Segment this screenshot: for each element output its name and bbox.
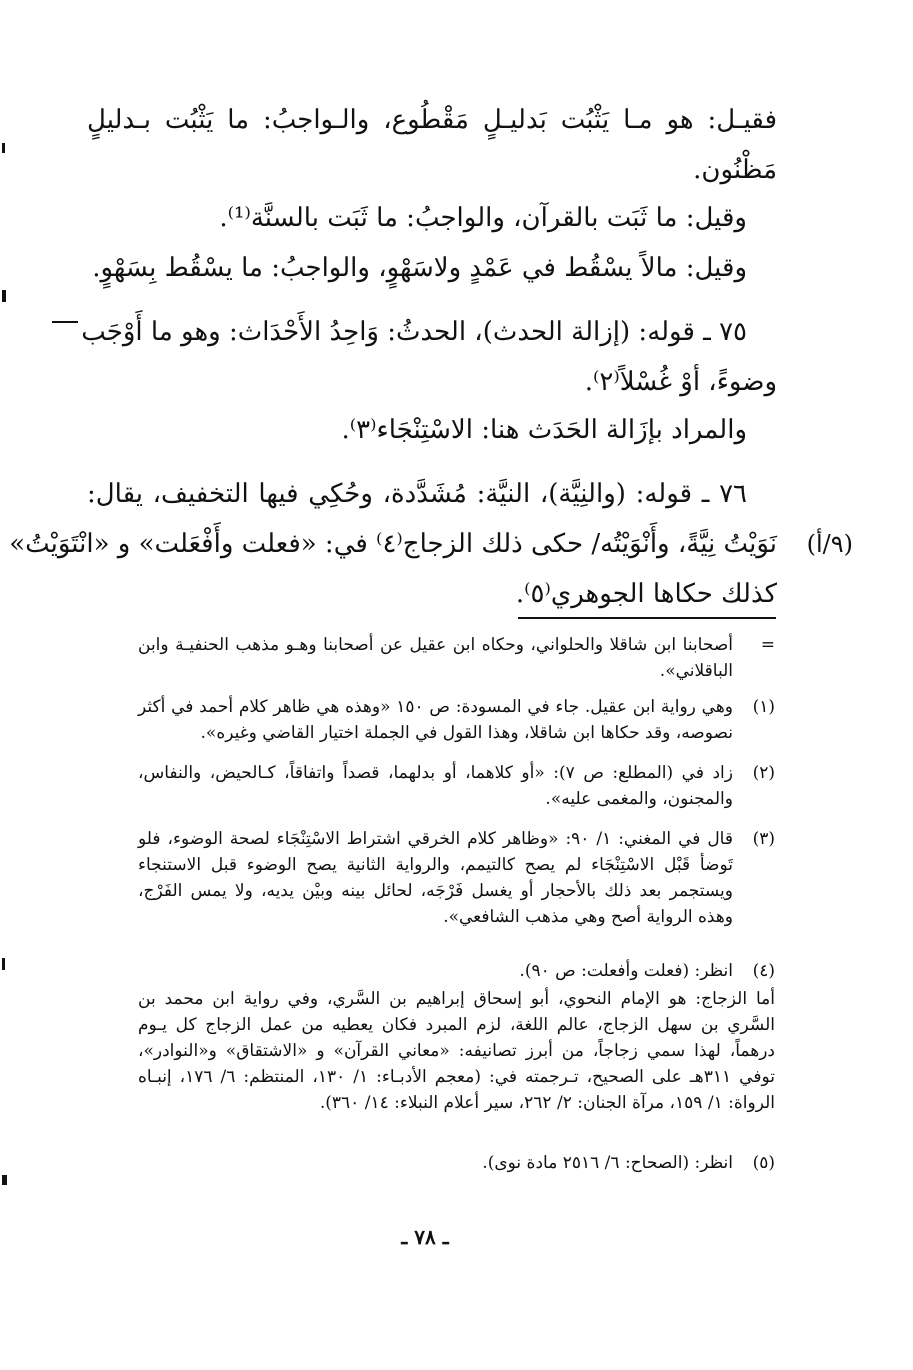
scan-edge-mark (2, 143, 5, 153)
main-text-line: ٧٥ ـ قوله: (إزالة الحدث)، الحدثُ: وَاحِدُ الأَحْدَاث: وهو ما أَوْجَب (81, 317, 747, 347)
footnote-text: قال في المغني: ١/ ٩٠: «وظاهر كلام الخرقي اشتراط الاسْتِنْجَاء لصحة الوضوء، فلو تَوضأ قَبْل الاسْتِنْجَاء لم يصح كالتيمم، والرواية الثانية يصح الوضوء قبل الاستنجاء ويستجمر بعد ذلك بالأحجار أو يغسل فَرْجَه، لحائل بينه وبيْن يديه، ولا يمس الفَرْج، وهذه الرواية أصح وهي مذهب الشافعي». (138, 829, 733, 927)
footnote-text: انظر: (فعلت وأفعلت: ص ٩٠). (519, 961, 733, 981)
main-text-line: ٧٦ ـ قوله: (والنِيَّة)، النيَّة: مُشَدَّدة، وحُكِي فيها التخفيف، يقال: (87, 479, 747, 509)
footnote-number: (٢) (752, 763, 775, 783)
footnote-number: (٥) (752, 1153, 775, 1173)
main-text-line: فقيـل: هو مـا يَثْبُت بَدليـلٍ مَقْطُوع، والـواجبُ: ما يَثْبُت بـدليلٍ (87, 105, 777, 135)
main-text-line: وقيل: ما ثَبَت بالقرآن، والواجبُ: ما ثَبَت بالسنَّة⁽¹⁾. (219, 203, 747, 233)
scan-edge-mark (2, 1175, 7, 1185)
main-text-line: وضوءً، أوْ غُسْلاً⁽٢⁾. (584, 367, 777, 397)
footnote-separator (518, 617, 776, 619)
folio-marker: (٩/أ) (806, 530, 853, 558)
footnote-number: (٣) (752, 829, 775, 849)
footnote-text: زاد في (المطلع: ص ٧): «أو كلاهما، أو بدلهما، قصداً واتفاقاً، كـالحيض، والنفاس، والمجنون، والمغمى عليه». (138, 763, 733, 809)
footnote-text: أما الزجاج: هو الإمام النحوي، أبو إسحاق إبراهيم بن السَّري، وفي رواية ابن محمد بن السَّري بن سهل الزجاج، عالم اللغة، لزم المبرد فكان يعطيه من عمل الزجاج كل يـوم درهماً، لهذا سمي زجاجاً، من أبرز تصانيفه: «معاني القرآن» و «الاشتقاق» و«النوادر»، توفي ٣١١هـ على الصحيح، تـرجمته في: (معجم الأدبـاء: ١/ ١٣٠، المنتظم: ٦/ ١٧٦، إنبـاه الرواة: ١/ ١٥٩، مرآة الجنان: ٢/ ٢٦٢، سير أعلام النبلاء: ١٤/ ٣٦٠). (138, 989, 775, 1113)
footnote-text: وهي رواية ابن عقيل. جاء في المسودة: ص ١٥٠ «وهذه هي ظاهر كلام أحمد في أكثر نصوصه، وقد حكاها ابن شاقلا، وهذا القول في الجملة اختيار القاضي وغيره». (138, 697, 733, 743)
footnote-number: (١) (752, 697, 775, 717)
main-text-line: كذلك حكاها الجوهري⁽٥⁾. (515, 579, 777, 609)
scan-edge-mark (2, 958, 5, 970)
footnote-text: انظر: (الصحاح: ٦/ ٢٥١٦ مادة نوى). (482, 1153, 733, 1173)
main-text-line: والمراد بإزَالة الحَدَث هنا: الاسْتِنْجَاء⁽٣⁾. (341, 415, 747, 445)
main-text-line: نَوَيْتُ نِيَّةً، وأَنْوَيْتُه/ حكى ذلك الزجاج⁽٤⁾ في: «فعلت وأَفْعَلت» و «انْتَوَيْتُ» (9, 529, 777, 559)
footnote-continuation-text: أصحابنا ابن شاقلا والحلواني، وحكاه ابن عقيل عن أصحابنا وهـو مذهب الحنفيـة وابن الباقلاني». (138, 635, 733, 681)
page-number: ـ ٧٨ ـ (401, 1225, 449, 1249)
footnote-number: (٤) (752, 961, 775, 981)
main-text-line: مَظْنُون. (693, 155, 777, 185)
footnote-continuation-mark: = (760, 635, 775, 655)
main-text-line: وقيل: مالاً يسْقُط في عَمْدٍ ولاسَهْوٍ، والواجبُ: ما يسْقُط بِسَهْوٍ. (92, 253, 747, 283)
scan-edge-mark (2, 290, 6, 302)
scan-edge-mark (52, 321, 78, 323)
